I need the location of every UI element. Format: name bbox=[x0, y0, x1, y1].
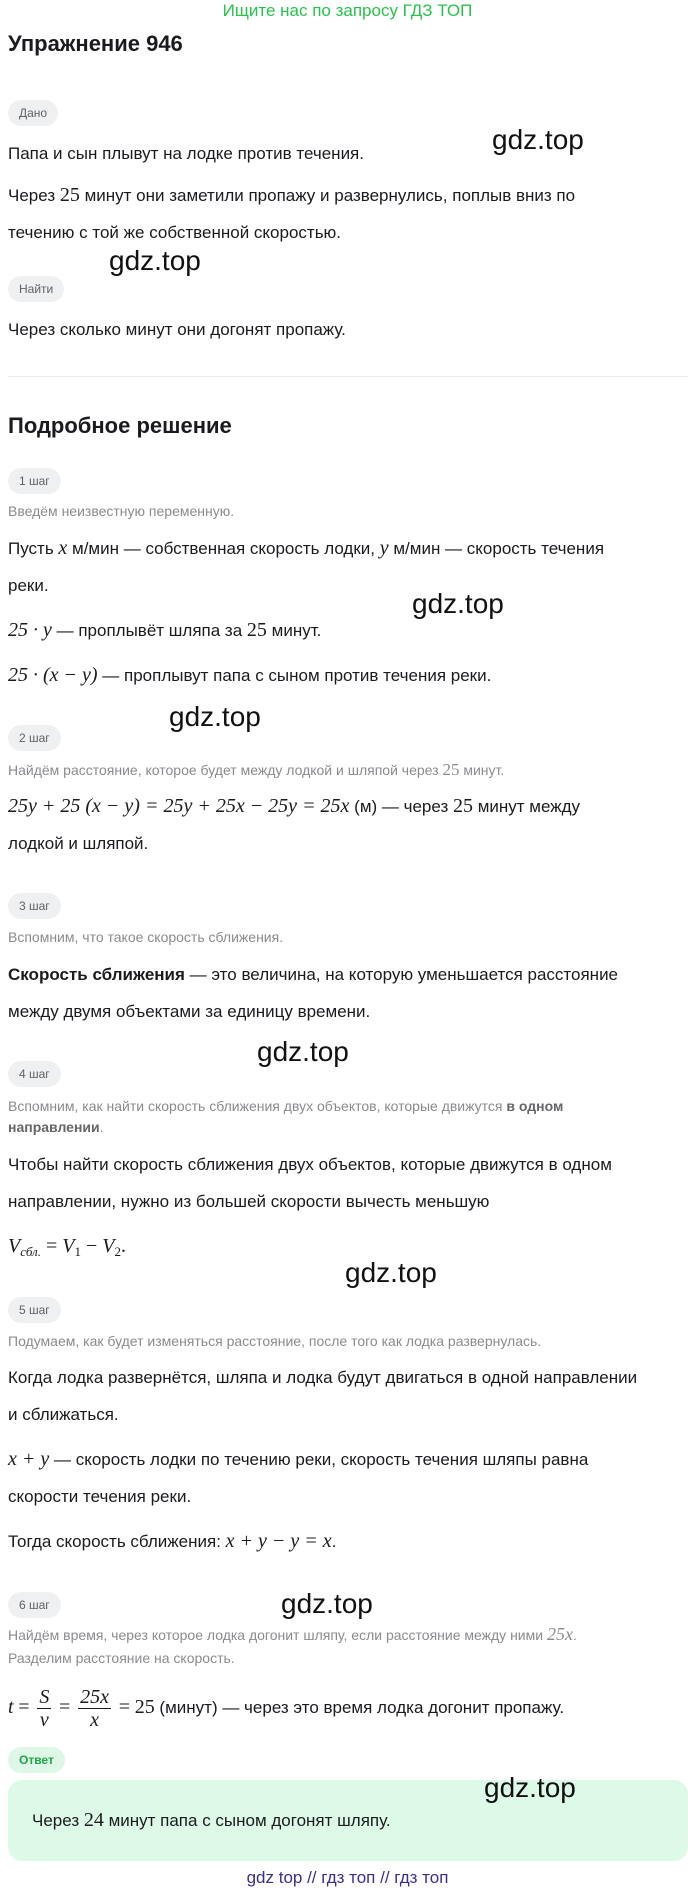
step-3-tag: 3 шаг bbox=[8, 893, 61, 919]
step-5-line-2: и сближаться. bbox=[8, 1405, 119, 1424]
step-6-formula: t = $\frac{S}{v}$ = $\frac{25x}{x}$ = 25 (минут) — через это время лодка догонит пропажу. bbox=[8, 1686, 565, 1732]
step-4-line-2: направлении, нужно из большей скорости вычесть меньшую bbox=[8, 1192, 490, 1211]
given-line-2: Через 25 минут они заметили пропажу и развернулись, поплыв вниз по bbox=[8, 184, 576, 206]
step-5-line-1: Когда лодка развернётся, шляпа и лодка будут двигаться в одной направлении bbox=[8, 1368, 638, 1387]
step-5-tag: 5 шаг bbox=[8, 1297, 61, 1323]
watermark: gdz.top bbox=[281, 1588, 373, 1619]
solution-title: Подробное решение bbox=[8, 413, 232, 438]
answer-tag: Ответ bbox=[8, 1747, 65, 1773]
step-1-line-2: реки. bbox=[8, 576, 49, 595]
watermark: gdz.top bbox=[412, 588, 504, 619]
step-5-line-4: скорости течения реки. bbox=[8, 1487, 192, 1506]
step-1-tag: 1 шаг bbox=[8, 468, 61, 494]
page-title: Упражнение 946 bbox=[8, 31, 183, 56]
step-3-line-1: Скорость сближения — это величина, на которую уменьшается расстояние bbox=[8, 965, 619, 984]
watermark: gdz.top bbox=[109, 245, 201, 276]
given-line-3: течению с той же собственной скоростью. bbox=[8, 223, 342, 242]
step-4-line-1: Чтобы найти скорость сближения двух объектов, которые движутся в одном bbox=[8, 1155, 612, 1174]
step-2-line-1: 25y + 25 (x − y) = 25y + 25x − 25y = 25x (м) — через 25 минут между bbox=[8, 795, 581, 817]
step-3-hint: Вспомним, что такое скорость сближения. bbox=[8, 929, 284, 945]
watermark: gdz.top bbox=[169, 701, 261, 732]
step-4-hint: Вспомним, как найти скорость сближения двух объектов, которые движутся в одном направлении. bbox=[8, 1098, 564, 1135]
given-tag: Дано bbox=[8, 100, 58, 126]
step-5-hint: Подумаем, как будет изменяться расстояние, после того как лодка развернулась. bbox=[8, 1333, 542, 1349]
step-1-line-1: Пусть x м/мин — собственная скорость лодки, y м/мин — скорость течения bbox=[8, 537, 605, 559]
step-6-tag: 6 шаг bbox=[8, 1592, 61, 1618]
step-6-hint-2: Разделим расстояние на скорость. bbox=[8, 1650, 235, 1666]
step-4-formula: $V_{сбл.} = V_1 - V_2$. bbox=[8, 1235, 126, 1259]
section-divider bbox=[8, 376, 688, 377]
step-2-hint: Найдём расстояние, которое будет между лодкой и шляпой через 25 минут. bbox=[8, 760, 505, 779]
watermark: gdz.top bbox=[257, 1036, 349, 1067]
given-line-1: Папа и сын плывут на лодке против течения. bbox=[8, 144, 364, 163]
step-1-line-4: 25 · (x − y) — проплывут папа с сыном против течения реки. bbox=[8, 664, 492, 686]
find-text: Через сколько минут они догонят пропажу. bbox=[8, 320, 346, 339]
watermark: gdz.top bbox=[345, 1257, 437, 1288]
step-6-hint: Найдём время, через которое лодка догонит шляпу, если расстояние между ними 25x. bbox=[8, 1624, 577, 1644]
step-2-tag: 2 шаг bbox=[8, 725, 61, 751]
watermark: gdz.top bbox=[492, 124, 584, 155]
step-3-line-2: между двумя объектами за единицу времени. bbox=[8, 1002, 371, 1021]
step-1-line-3: 25 · y — проплывёт шляпа за 25 минут. bbox=[8, 619, 322, 641]
answer-text: Через 24 минут папа с сыном догонят шляпу. bbox=[32, 1809, 391, 1831]
step-4-tag: 4 шаг bbox=[8, 1061, 61, 1087]
footer-links[interactable]: gdz top // гдз топ // гдз топ bbox=[246, 1868, 449, 1887]
step-2-line-2: лодкой и шляпой. bbox=[8, 834, 149, 853]
step-5-line-5: Тогда скорость сближения: x + y − y = x. bbox=[8, 1530, 337, 1552]
search-banner[interactable]: Ищите нас по запросу ГДЗ ТОП bbox=[222, 1, 473, 20]
watermark: gdz.top bbox=[484, 1772, 576, 1803]
step-1-hint: Введём неизвестную переменную. bbox=[8, 503, 235, 519]
step-5-line-3: x + y — скорость лодки по течению реки, скорость течения шляпы равна bbox=[8, 1448, 589, 1470]
find-tag: Найти bbox=[8, 276, 64, 302]
